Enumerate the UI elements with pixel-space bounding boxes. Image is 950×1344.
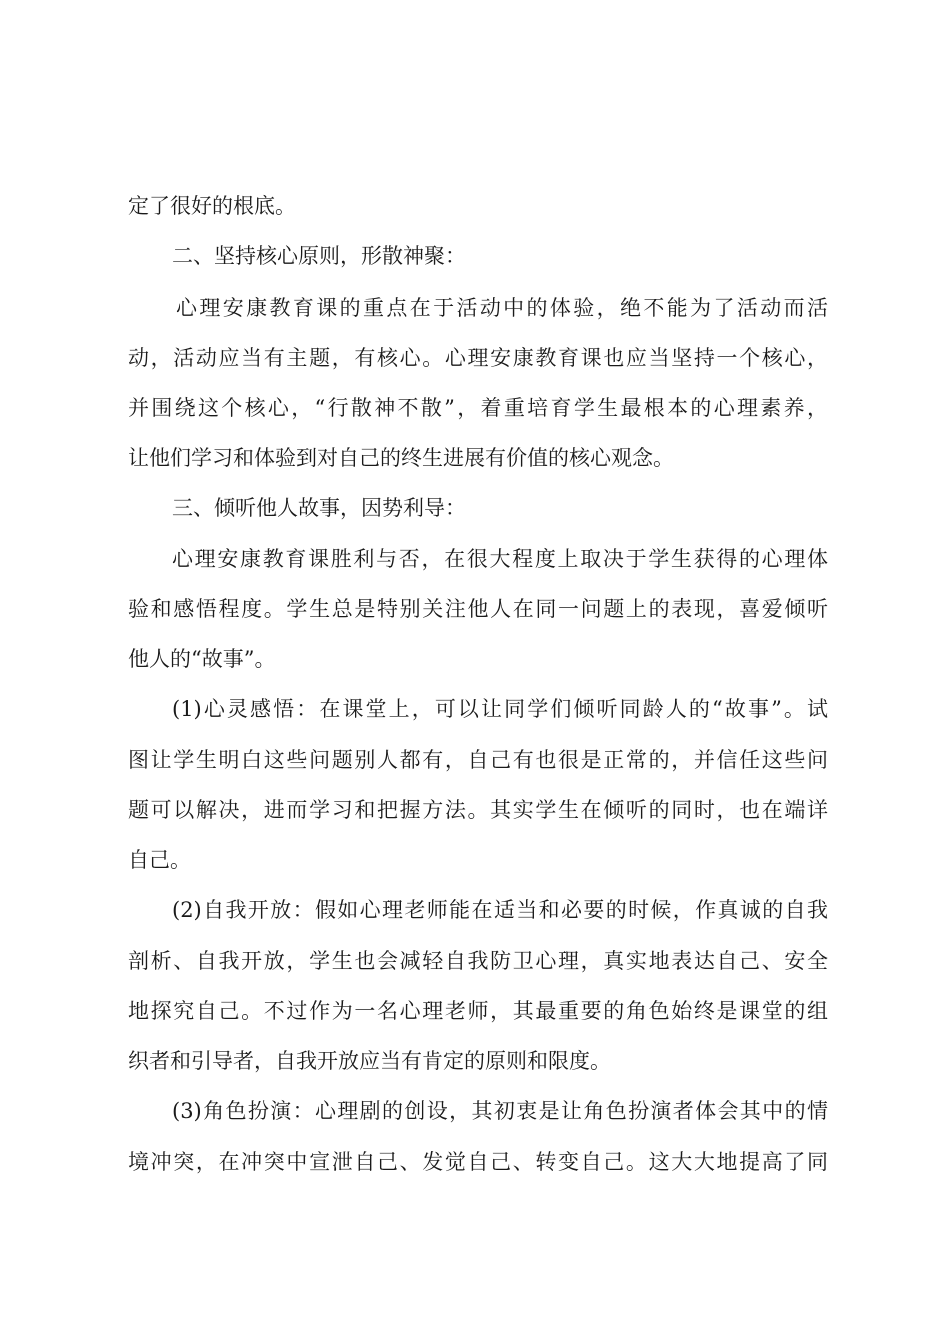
text-line: 自己。 [128,848,191,872]
text-line: 让他们学习和体验到对自己的终生进展有价值的核心观念。 [128,446,674,470]
text-line: (3)角色扮演：心理剧的创设，其初衷是让角色扮演者体会其中的情 [172,1099,828,1123]
text-line: 剖析、自我开放，学生也会减轻自我防卫心理，真实地表达自己、安全 [128,949,828,973]
text-line: 并围绕这个核心，“行散神不散”，着重培育学生最根本的心理素养， [128,396,828,420]
text-line: 题可以解决，进而学习和把握方法。其实学生在倾听的同时，也在端详 [128,798,828,822]
text-line: 境冲突，在冲突中宣泄自己、发觉自己、转变自己。这大大地提高了同 [128,1150,828,1174]
text-line: 他人的“故事”。 [128,647,276,671]
section-heading: 三、倾听他人故事，因势利导： [172,496,466,520]
text-line: (2)自我开放：假如心理老师能在适当和必要的时候，作真诚的自我 [172,898,828,922]
text-line: 心理安康教育课的重点在于活动中的体验，绝不能为了活动而活 [176,296,828,320]
text-line: 心理安康教育课胜利与否，在很大程度上取决于学生获得的心理体 [172,547,828,571]
text-line: 织者和引导者，自我开放应当有肯定的原则和限度。 [128,1049,611,1073]
section-heading: 二、坚持核心原则，形散神聚： [172,244,466,268]
text-line: (1)心灵感悟：在课堂上，可以让同学们倾听同龄人的“故事”。试 [172,697,828,721]
text-line: 图让学生明白这些问题别人都有，自己有也很是正常的，并信任这些问 [128,748,828,772]
text-line: 定了很好的根底。 [128,194,296,218]
text-line: 动，活动应当有主题，有核心。心理安康教育课也应当坚持一个核心， [128,346,828,370]
text-line: 地探究自己。不过作为一名心理老师，其最重要的角色始终是课堂的组 [128,999,828,1023]
text-line: 验和感悟程度。学生总是特别关注他人在同一问题上的表现，喜爱倾听 [128,597,828,621]
